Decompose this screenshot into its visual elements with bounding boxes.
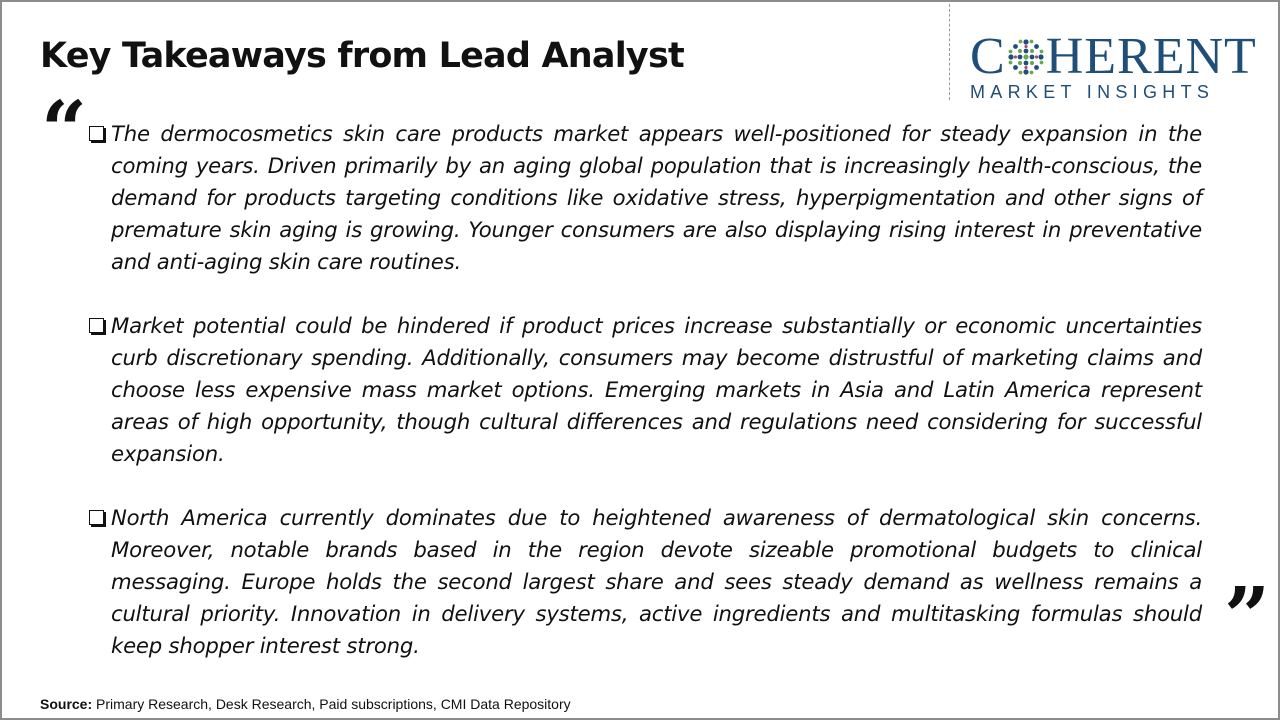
company-logo	[970, 28, 1266, 103]
source-label: Source:	[40, 696, 93, 712]
logo-letter-c: C	[970, 28, 1006, 85]
logo-wordmark	[970, 28, 1266, 85]
list-item	[86, 310, 1202, 470]
source-text: Primary Research, Desk Research, Paid subscriptions, CMI Data Repository	[92, 696, 571, 712]
logo-globe-icon	[1007, 38, 1045, 76]
takeaway-text: Market potential could be hindered if product prices increase substantially or economic uncertainties curb discretionary spending. Additionally, consumers may become distrustful of marketing claims and choose less expensive mass market options. Emerging markets in Asia and Latin America represent areas of high opportunity, though cultural differences and regulations need considering for successful expansion.	[111, 313, 1202, 466]
takeaways-list	[86, 118, 1202, 662]
checkbox-bullet-icon	[89, 126, 104, 141]
close-quote-icon: ”	[1224, 569, 1271, 663]
list-item	[86, 502, 1202, 662]
source-note	[40, 696, 571, 712]
checkbox-bullet-icon	[89, 318, 104, 333]
open-quote-icon: “	[41, 83, 88, 177]
logo-letters: HERENT	[1045, 28, 1257, 85]
takeaway-text: The dermocosmetics skin care products market appears well-positioned for steady expansion in the coming years. Driven primarily by an aging global population that is increasingly health-conscious, the demand for products targeting conditions like oxidative stress, hyperpigmentation and other signs of premature skin aging is growing. Younger consumers are also displaying rising interest in preventative and anti-aging skin care routines.	[111, 121, 1202, 274]
divider	[949, 4, 950, 100]
logo-tagline: MARKET INSIGHTS	[970, 82, 1215, 102]
list-item	[86, 118, 1202, 278]
checkbox-bullet-icon	[89, 510, 104, 525]
page-title: Key Takeaways from Lead Analyst	[40, 36, 684, 76]
takeaway-text: North America currently dominates due to heightened awareness of dermatological skin concerns. Moreover, notable brands based in the region devote sizeable promotional budgets to clinical messaging. Europe holds the second largest share and sees steady demand as wellness remains a cultural priority. Innovation in delivery systems, active ingredients and multitasking formulas should keep shopper interest strong.	[111, 505, 1202, 658]
